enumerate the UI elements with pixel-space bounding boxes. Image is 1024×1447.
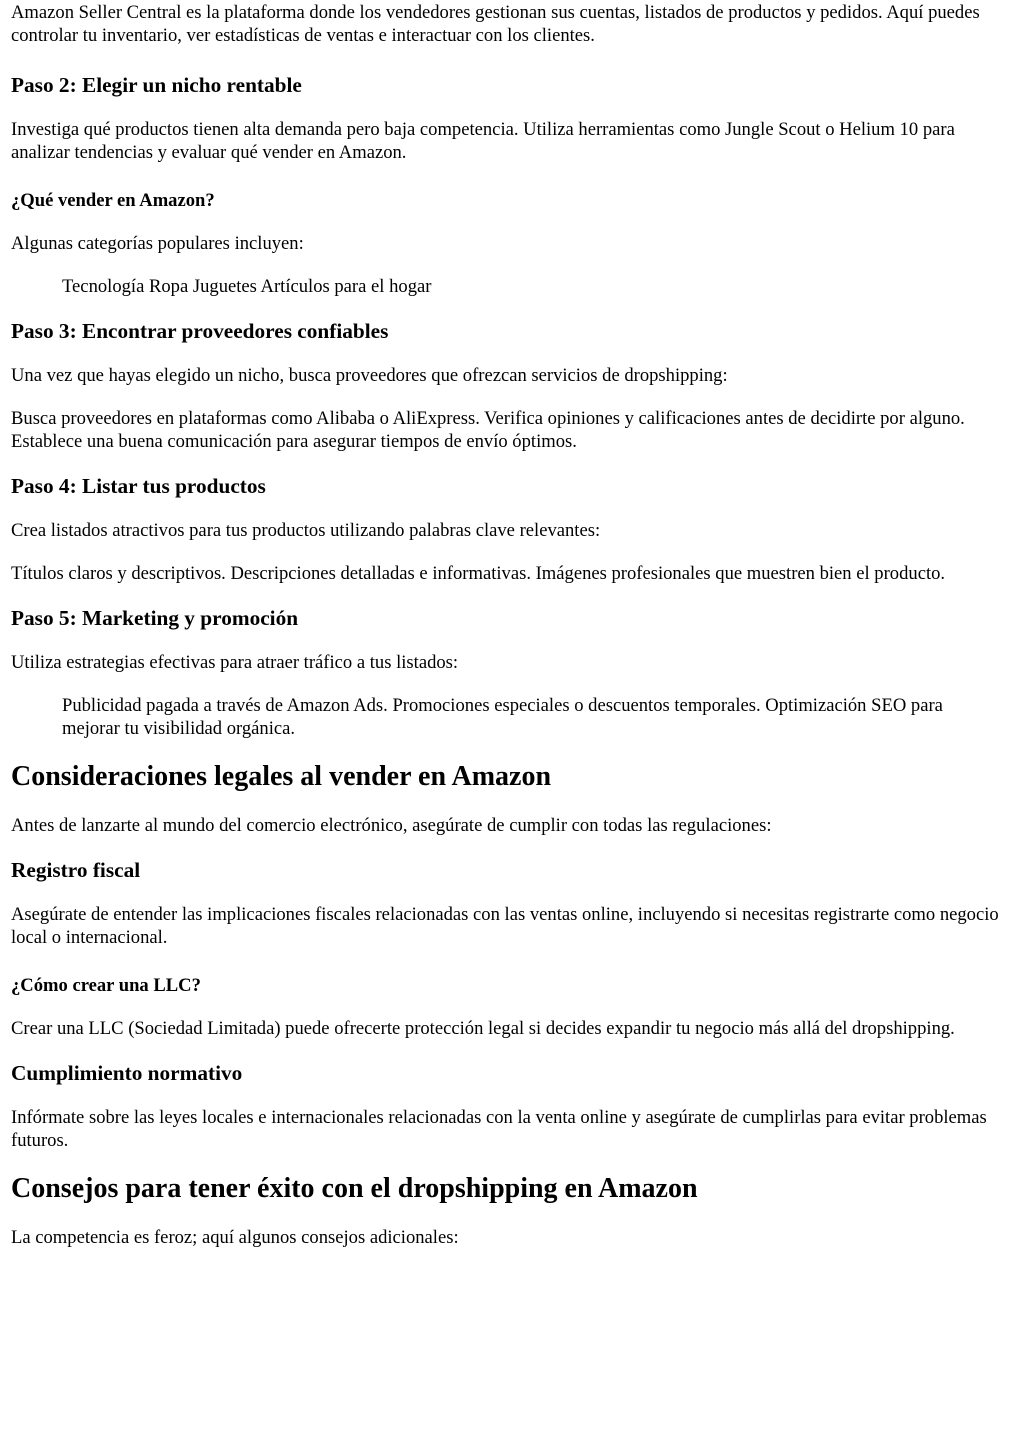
paso3-heading: Paso 3: Encontrar proveedores confiables [11, 319, 389, 343]
que-vender-heading: ¿Qué vender en Amazon? [11, 190, 215, 211]
legal-paragraph: Antes de lanzarte al mundo del comercio electrónico, asegúrate de cumplir con todas las regulaciones: [11, 815, 772, 836]
categorias-paragraph: Algunas categorías populares incluyen: [11, 233, 304, 254]
paso2-paragraph: Investiga qué productos tienen alta demanda pero baja competencia. Utiliza herramientas como Jungle Scout o Helium 10 para analizar tendencias y evaluar qué vender en Amazon. [11, 119, 955, 163]
legal-heading: Consideraciones legales al vender en Amazon [11, 761, 552, 792]
cumplimiento-paragraph: Infórmate sobre las leyes locales e internacionales relacionadas con la venta online y asegúrate de cumplirlas para evitar problemas futuros. [11, 1107, 987, 1151]
paso3-paragraph-2: Busca proveedores en plataformas como Alibaba o AliExpress. Verifica opiniones y calificaciones antes de decidirte por alguno. Establece una buena comunicación para asegurar tiempos de envío óptimos. [11, 408, 965, 452]
registro-fiscal-heading: Registro fiscal [11, 858, 141, 882]
consejos-heading: Consejos para tener éxito con el dropshipping en Amazon [11, 1173, 698, 1204]
article-body [0, 1, 1004, 1249]
paso5-heading: Paso 5: Marketing y promoción [11, 606, 299, 630]
consejos-paragraph: La competencia es feroz; aquí algunos consejos adicionales: [11, 1227, 459, 1248]
paso4-heading: Paso 4: Listar tus productos [11, 474, 266, 498]
paso5-paragraph: Utiliza estrategias efectivas para atraer tráfico a tus listados: [11, 652, 459, 673]
llc-heading: ¿Cómo crear una LLC? [11, 975, 201, 996]
categorias-list: Tecnología Ropa Juguetes Artículos para el hogar [62, 276, 432, 297]
registro-fiscal-paragraph: Asegúrate de entender las implicaciones fiscales relacionadas con las ventas online, incluyendo si necesitas registrarte como negocio local o internacional. [11, 904, 999, 948]
paso3-paragraph-1: Una vez que hayas elegido un nicho, busca proveedores que ofrezcan servicios de dropshipping: [11, 365, 728, 386]
intro-paragraph: Amazon Seller Central es la plataforma donde los vendedores gestionan sus cuentas, listados de productos y pedidos. Aquí puedes controlar tu inventario, ver estadísticas de ventas e interactuar con los clientes. [11, 2, 980, 46]
paso4-paragraph-2: Títulos claros y descriptivos. Descripciones detalladas e informativas. Imágenes profesionales que muestren bien el producto. [11, 563, 946, 584]
marketing-list: Publicidad pagada a través de Amazon Ads. Promociones especiales o descuentos temporales. Optimización SEO para mejorar tu visibilidad orgánica. [62, 695, 943, 739]
paso2-heading: Paso 2: Elegir un nicho rentable [11, 73, 302, 97]
cumplimiento-heading: Cumplimiento normativo [11, 1061, 243, 1085]
llc-paragraph: Crear una LLC (Sociedad Limitada) puede ofrecerte protección legal si decides expandir tu negocio más allá del dropshipping. [11, 1018, 955, 1039]
paso4-paragraph-1: Crea listados atractivos para tus productos utilizando palabras clave relevantes: [11, 520, 601, 541]
